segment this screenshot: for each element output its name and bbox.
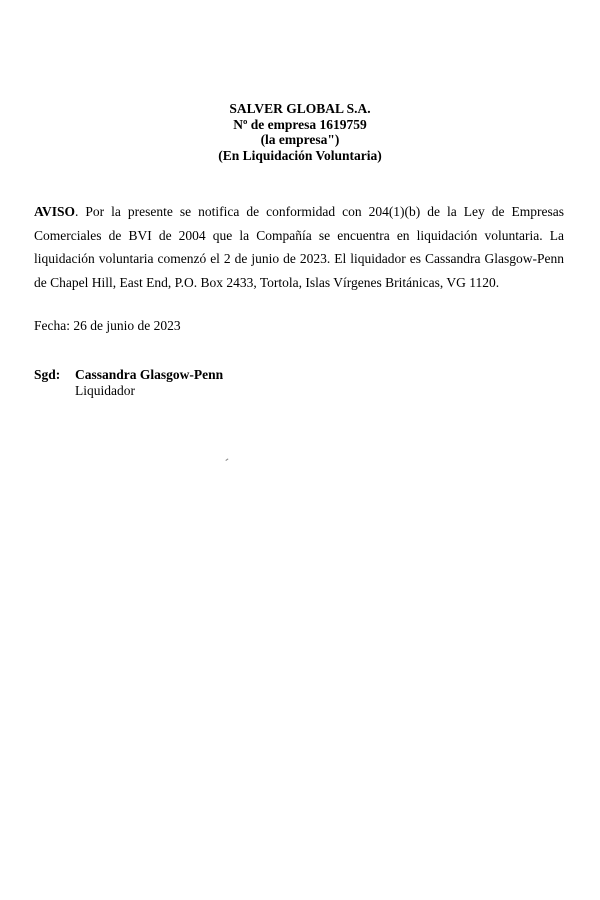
company-name: SALVER GLOBAL S.A. xyxy=(229,101,371,116)
notice-body: . Por la presente se notifica de conformidad con 204(1)(b) de la Ley de Empresas Comerciales de BVI de 2004 que la Compañía se encuentra en liquidación voluntaria. La liquidación voluntaria comenzó el 2 de junio de 2023. El liquidador es Cassandra Glasgow-Penn de Chapel Hill, East End, P.O. Box 2433, Tortola, Islas Vírgenes Británicas, VG 1120. xyxy=(34,204,564,290)
signatory-name: Cassandra Glasgow-Penn xyxy=(75,367,224,382)
company-number: Nº de empresa 1619759 xyxy=(233,116,367,132)
signatory-role: Liquidador xyxy=(75,383,135,398)
company-alias: (la empresa") xyxy=(260,132,340,148)
notice-paragraph xyxy=(34,200,564,294)
stray-mark xyxy=(225,458,229,462)
signature-label: Sgd: xyxy=(34,367,61,382)
document-header xyxy=(0,101,600,163)
notice-date: Fecha: 26 de junio de 2023 xyxy=(34,318,181,333)
liquidation-status: (En Liquidación Voluntaria) xyxy=(218,147,382,163)
notice-label: AVISO xyxy=(34,204,76,219)
